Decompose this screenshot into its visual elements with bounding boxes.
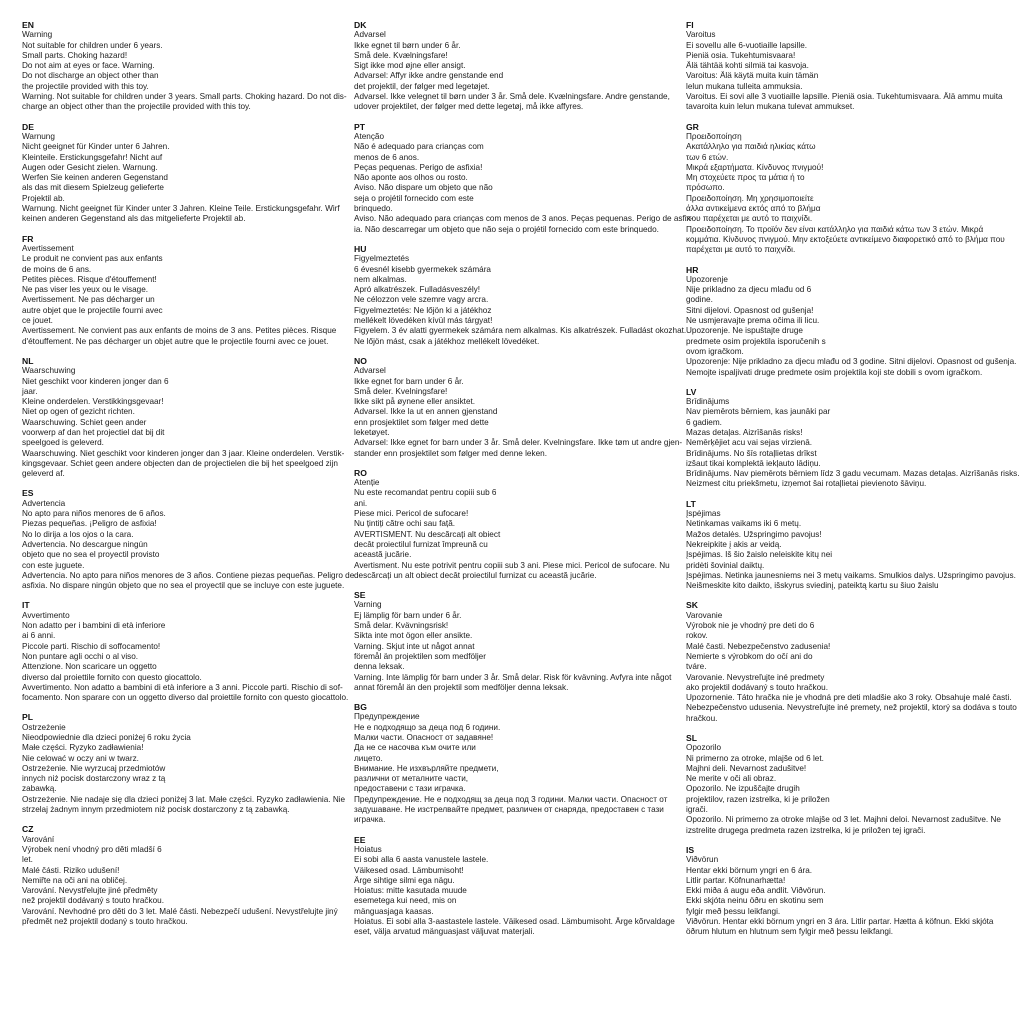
language-code: PT <box>354 121 365 132</box>
language-code: EN <box>22 20 34 30</box>
language-block-en <box>22 20 347 113</box>
warning-text-line: předmět než projektil dodaný s touto hračkou. <box>22 917 188 927</box>
language-code: SE <box>354 590 366 601</box>
language-code: ES <box>22 488 34 499</box>
warning-heading: Advertencia <box>22 498 66 508</box>
warning-heading: Προειδοποίηση <box>686 131 742 141</box>
warning-text-line: con este juguete. <box>22 560 85 570</box>
warning-text-line: Προειδοποίηση. Το προϊόν δεν είναι κατάλληλο για παιδιά κάτω των 3 ετών. Μικρά <box>686 224 984 234</box>
warning-heading: Varning <box>354 600 382 610</box>
warning-text-line: Upozorenje: Nije prikladno za djecu mlađu od 3 godine. Sitni dijelovi. Opasnost od gušenja. <box>686 357 1017 367</box>
warning-text-line: Sigt ikke mod øjne eller ansigt. <box>354 61 466 71</box>
warning-text-line: keinen anderen Gegenstand als das mitgelieferte Projektil ab. <box>22 214 246 224</box>
warning-text-line: Предупреждение. Не е подходящ за деца под 3 години. Малки части. Опасност от <box>354 794 668 804</box>
warning-text-line: Ej lämplig för barn under 6 år. <box>354 610 462 620</box>
warning-text-line: Projektil ab. <box>22 193 65 203</box>
warning-text-line: Avertissement. Ne convient pas aux enfants de moins de 3 ans. Petites pièces. Risque <box>22 326 337 336</box>
warning-text-line: mänguasjaga kaasas. <box>354 906 434 916</box>
language-code: FI <box>686 20 694 30</box>
language-code: EE <box>354 834 366 845</box>
warning-text-line: Hoiatus. Ei sobi alla 3-aastastele lastele. Väikesed osad. Lämbumisoht. Ärge kõrvaldage <box>354 917 675 927</box>
warning-text-line: Do not discharge an object other than <box>22 71 159 81</box>
language-block-it <box>22 600 349 703</box>
language-block-pl <box>22 712 346 815</box>
warning-text-line: Nemierte s výrobkom do očí ani do <box>686 651 813 661</box>
warning-text-line: Nekreipkite į akis ar veidą. <box>686 539 782 549</box>
warning-text-line: kingsgevaar. Schiet geen andere objecten dan de projectielen die bij het speelgoed zijn <box>22 458 338 468</box>
warning-text-line: această jucărie. <box>354 550 412 560</box>
warning-text-line: Opozorilo. Ne izpuščajte drugih <box>686 784 800 794</box>
language-block-bg <box>354 702 672 826</box>
warning-text-line: leketøyet. <box>354 427 390 437</box>
warning-text-line: Não aponte aos olhos ou rosto. <box>354 173 468 183</box>
warning-text-line: άλλα αντικείμενα εκτός από το βλήμα <box>686 204 821 214</box>
language-code: GR <box>686 121 699 132</box>
warning-text-line: brinquedo. <box>354 204 393 214</box>
warning-text-line: fylgir með þessu leikfangi. <box>686 906 781 916</box>
warning-heading: Предупреждение <box>354 712 420 722</box>
language-code: DK <box>354 20 367 30</box>
warning-text-line: Varning. Skjut inte ut något annat <box>354 641 475 651</box>
warning-text-line: лицето. <box>354 753 383 763</box>
warning-text-line: Do not aim at eyes or face. Warning. <box>22 61 155 71</box>
warning-text-line: izstrelite drugega predmeta razen izstrelka, ki je priložen tej igrači. <box>686 825 926 835</box>
language-block-hr <box>686 264 1017 378</box>
warning-text-line: Werfen Sie keinen anderen Gegenstand <box>22 173 168 183</box>
warning-heading: Ostrzeżenie <box>22 722 66 732</box>
warning-text-line: mellékelt lövedéken kívül más tárgyat! <box>354 316 493 326</box>
warning-text-line: projektilov, razen izstrelka, ki je priložen <box>686 794 830 804</box>
warning-text-line: задушаване. Не изстрелвайте предмет, различен от снаряда, предоставен с тази <box>354 805 664 815</box>
warning-heading: Avertissement <box>22 243 74 253</box>
warning-text-line: denna leksak. <box>354 662 405 672</box>
warning-text-line: Μικρά εξαρτήματα. Κίνδυνος πνιγμού! <box>686 162 824 172</box>
warning-text-line: ani. <box>354 498 368 508</box>
warning-text-line: Įspėjimas. Iš šio žaislo neleiskite kitų nei <box>686 550 833 560</box>
language-code: HR <box>686 264 699 275</box>
language-block-lv <box>686 386 1020 490</box>
warning-text-line: Ostrzeżenie. Nie wyrzucaj przedmiotów <box>22 763 166 773</box>
warning-text-line: Warning. Not suitable for children under 3 years. Small parts. Choking hazard. Do not dis- <box>22 92 347 102</box>
warning-text-line: hračkou. <box>686 713 718 723</box>
warning-text-line: Não é adequado para crianças com <box>354 142 484 152</box>
language-code: IT <box>22 600 30 611</box>
warning-text-line: Advarsel: Ikke egnet for barn under 3 år. Små deler. Kvelningsfare. Ikke tøm ut andre gjen- <box>354 438 683 448</box>
warning-text-line: πρόσωπο. <box>686 183 725 193</box>
warning-text-line: Sitni dijelovi. Opasnost od gušenja! <box>686 305 814 315</box>
warning-text-line: AVERTISMENT. Nu descărcați alt obiect <box>354 529 501 539</box>
warning-text-line: κομμάτια. Κίνδυνος πνιγμού. Μην εκτοξεύετε αντικείμενο διαφορετικό από το βλήμα που <box>686 234 1005 244</box>
warning-text-line: det projektil, der følger med legetøjet. <box>354 81 490 91</box>
warning-text-line: d'étouffement. Ne pas décharger un objet autre que le projectile fourni avec ce jouet. <box>22 336 329 346</box>
warning-text-line: Не е подходящо за деца под 6 години. <box>354 722 501 732</box>
language-block-ro <box>354 468 672 581</box>
warning-text-line: Varoitus: Älä käytä muita kuin tämän <box>686 71 819 81</box>
warning-text-line: Внимание. Не изхвърляйте предмети, <box>354 763 499 773</box>
warning-text-line: izšaut tikai komplektā iekļauto lādiņu. <box>686 458 821 468</box>
language-block-hu <box>354 243 687 347</box>
warning-text-line: Hentar ekki börnum yngri en 6 ára. <box>686 865 813 875</box>
warning-heading: Atenție <box>354 478 380 488</box>
language-code: SK <box>686 600 698 611</box>
warning-text-line: Pieniä osia. Tukehtumisvaara! <box>686 50 796 60</box>
warning-text-line: Figyelmeztetés: Ne lőjön ki a játékhoz <box>354 305 492 315</box>
warning-text-line: Små deler. Kvelningsfare! <box>354 386 448 396</box>
warning-text-line: Neizmest citu priekšmetu, izņemot šai rotaļlietai pievienoto šāviņu. <box>686 479 927 489</box>
warning-text-line: objeto que no sea el proyectil provisto <box>22 550 160 560</box>
warning-text-line: Le produit ne convient pas aux enfants <box>22 254 163 264</box>
warning-text-line: Ikke sikt på øynene eller ansiktet. <box>354 397 476 407</box>
warning-text-line: Piese mici. Pericol de sufocare! <box>354 509 469 519</box>
warning-text-line: Varování. Nevystřelujte jiné předměty <box>22 886 158 896</box>
warning-text-line: Ostrzeżenie. Nie nadaje się dla dzieci poniżej 3 lat. Małe części. Ryzyko zadławienia. Nie <box>22 794 346 804</box>
language-code: HU <box>354 243 367 254</box>
language-code: PL <box>22 712 33 723</box>
warning-text-line: Varovanie. Nevystreľujte iné predmety <box>686 672 825 682</box>
warning-heading: Varování <box>22 834 55 844</box>
warning-text-line: Upozornenie. Táto hračka nie je vhodná pre deti mladšie ako 3 roky. Obsahuje malé časti. <box>686 693 1012 703</box>
language-code: LT <box>686 498 696 509</box>
language-code: FR <box>22 233 34 244</box>
warning-text-line: Niet geschikt voor kinderen jonger dan 6 <box>22 376 169 386</box>
warning-text-line: Nicht geeignet für Kinder unter 6 Jahren. <box>22 142 170 152</box>
warning-text-line: descărcați un alt obiect decât proiectilul furnizat cu această jucărie. <box>354 570 597 580</box>
warning-text-line: Non adatto per i bambini di età inferiore <box>22 621 166 631</box>
warning-text-line: Upozorenje. Ne ispuštajte druge <box>686 326 803 336</box>
warning-text-line: ai 6 anni. <box>22 631 56 641</box>
warning-text-line: udover projektilet, der følger med dette legetøj, må ikke affyres. <box>354 102 584 112</box>
warning-text-line: Piezas pequeñas. ¡Peligro de asfixia! <box>22 519 157 529</box>
warning-text-line: godine. <box>686 295 713 305</box>
warning-text-line: diverso dal proiettile fornito con questo giocattolo. <box>22 672 202 682</box>
warning-text-line: Advarsel: Affyr ikke andre genstande end <box>354 71 504 81</box>
warning-text-line: pridėti šovinial daiktų. <box>686 560 765 570</box>
language-block-nl <box>22 355 345 480</box>
warning-text-line: предоставени с тази играчка. <box>354 784 466 794</box>
warning-text-line: Nu este recomandat pentru copiii sub 6 <box>354 488 497 498</box>
warning-text-line: Viðvörun. Hentar ekki börnum yngri en 3 ára. Litlir partar. Hætta á köfnun. Ekki skjóta <box>686 917 994 927</box>
warning-text-line: Výrobek není vhodný pro děti mladší 6 <box>22 844 162 854</box>
warning-text-line: Små dele. Kvælningsfare! <box>354 50 448 60</box>
warning-text-line: Aviso. Não adequado para crianças com menos de 3 anos. Peças pequenas. Perigo de asfix- <box>354 214 694 224</box>
warning-text-line: Προειδοποίηση. Μη χρησιμοποιείτε <box>686 193 814 203</box>
warning-text-line: Petites pièces. Risque d'étouffement! <box>22 274 157 284</box>
language-code: LV <box>686 386 697 397</box>
warning-text-line: Neišmeskite kito daikto, išskyrus sviedinį, pateiktą kartu su šiuo žaislu <box>686 581 939 591</box>
warning-text-line: παρέχεται με αυτό το παιχνίδι. <box>686 245 796 255</box>
warning-text-line: 6 évesnél kisebb gyermekek számára <box>354 264 491 274</box>
warning-text-line: Litlir partar. Köfnunarhætta! <box>686 875 786 885</box>
warning-heading: Advarsel <box>354 366 386 376</box>
warning-heading: Figyelmeztetés <box>354 254 410 264</box>
warning-text-line: zabawką. <box>22 784 57 794</box>
warning-text-line: jaar. <box>22 386 38 396</box>
warning-text-line: των 6 ετών. <box>686 152 729 162</box>
warning-text-line: Ikke egnet for barn under 6 år. <box>354 376 464 386</box>
language-code: CZ <box>22 824 34 835</box>
warning-text-line: Brīdinājums. Nav piemērots bērniem līdz 3 gadu vecumam. Mazas detaļas. Aizrīšanās risks. <box>686 469 1020 479</box>
warning-text-line: Piccole parti. Rischio di soffocamento! <box>22 641 161 651</box>
warning-heading: Waarschuwing <box>22 366 76 376</box>
warning-text-line: Ne pas viser les yeux ou le visage. <box>22 285 149 295</box>
warning-heading: Hoiatus <box>354 844 382 854</box>
language-block-es <box>22 488 355 591</box>
warning-text-line: focamento. Non sparare con un oggetto diverso dal proiettile fornito con questo giocattolo. <box>22 693 349 703</box>
warning-text-line: Advarsel. Ikke la ut en annen gjenstand <box>354 407 498 417</box>
warning-text-line: Ei sovellu alle 6-vuotiaille lapsille. <box>686 40 808 50</box>
warning-text-line: autre objet que le projectile fourni avec <box>22 305 163 315</box>
warning-text-line: Ärge sihtige silmi ega nägu. <box>354 875 455 885</box>
warning-text-line: ako projektil dodávaný s touto hračkou. <box>686 682 829 692</box>
language-block-gr <box>686 122 1004 256</box>
warning-text-line: Kleine onderdelen. Verstikkingsgevaar! <box>22 397 164 407</box>
warning-text-line: ce jouet. <box>22 316 53 326</box>
warning-text-line: Aviso. Não dispare um objeto que não <box>354 183 493 193</box>
warning-text-line: speelgoed is geleverd. <box>22 438 104 448</box>
warning-text-line: ia. Não descarregar um objeto que não seja o projétil fornecido com este brinquedo. <box>354 224 659 234</box>
warning-text-line: stander enn prosjektilet som følger med denne leken. <box>354 448 547 458</box>
warning-heading: Atenção <box>354 131 385 141</box>
warning-text-line: Majhni deli. Nevarnost zadušitve! <box>686 763 807 773</box>
warning-text-line: Advarsel. Ikke velegnet til børn under 3 år. Små dele. Kvælningsfare. Andre genstande, <box>354 92 670 102</box>
warning-text-line: Nemiřte na oči ani na obličej. <box>22 875 128 885</box>
warning-text-line: Attenzione. Non scaricare un oggetto <box>22 662 157 672</box>
warning-text-line: Ακατάλληλο για παιδιά ηλικίας κάτω <box>686 142 816 152</box>
language-block-cz <box>22 824 340 927</box>
warning-text-line: Nebezpečenstvo udusenia. Nevystreľujte iné premety, než projektil, ktorý sa dodáva s touto <box>686 703 1017 713</box>
warning-text-line: tváre. <box>686 662 707 672</box>
warning-text-line: Да не се насочва към очите или <box>354 743 476 753</box>
warning-text-line: Ni primerno za otroke, mlajše od 6 let. <box>686 753 824 763</box>
warning-text-line: Nije prikladno za djecu mlađu od 6 <box>686 285 812 295</box>
language-code: RO <box>354 467 367 478</box>
warning-text-line: Brīdinājums. No šīs rotaļlietas drīkst <box>686 448 817 458</box>
language-block-de <box>22 122 340 225</box>
language-block-dk <box>354 20 672 113</box>
warning-text-line: Peças pequenas. Perigo de asfixia! <box>354 162 483 172</box>
warning-text-line: geleverd af. <box>22 469 65 479</box>
warning-text-line: de moins de 6 ans. <box>22 264 92 274</box>
language-block-no <box>354 355 683 459</box>
language-block-fr <box>22 234 340 347</box>
warning-text-line: Advertencia. No descargue ningún <box>22 539 148 549</box>
warning-text-line: Nieodpowiednie dla dzieci poniżej 6 roku życia <box>22 733 191 742</box>
warning-text-line: Kleinteile. Erstickungsgefahr! Nicht auf <box>22 152 163 162</box>
warning-text-line: που παρέχεται με αυτό το παιχνίδι. <box>686 214 813 224</box>
language-block-sl <box>686 733 1004 836</box>
warning-text-line: Malé části. Riziko udušení! <box>22 865 120 875</box>
warning-text-line: eset, välja arvatud mänguasjast väljuvat materjali. <box>354 927 535 937</box>
warning-text-line: Waarschuwing. Schiet geen ander <box>22 417 147 427</box>
warning-text-line: Малки части. Опасност от задавяне! <box>354 733 494 742</box>
language-block-is <box>686 845 1004 938</box>
warning-text-line: Małe części. Ryzyko zadławienia! <box>22 743 144 753</box>
warning-text-line: rokov. <box>686 631 708 641</box>
warning-text-line: Advertencia. No apto para niños menores de 3 años. Contiene piezas pequeñas. Peligro de <box>22 570 355 580</box>
warning-heading: Warning <box>22 30 53 40</box>
warning-heading: Varovanie <box>686 610 723 620</box>
language-block-lt <box>686 498 1016 592</box>
warning-text-line: Nie celować w oczy ani w twarz. <box>22 753 139 763</box>
warning-text-line: Warnung. Nicht geeignet für Kinder unter 3 Jahren. Kleine Teile. Erstickungsgefahr. Wirf <box>22 204 340 214</box>
warning-text-line: než projektil dodávaný s touto hračkou. <box>22 896 165 906</box>
language-code: SL <box>686 733 697 743</box>
warning-text-line: Non puntare agli occhi o al viso. <box>22 651 139 661</box>
warning-text-line: Netinkamas vaikams iki 6 metų. <box>686 519 802 529</box>
warning-text-line: als das mit diesem Spielzeug gelieferte <box>22 183 164 193</box>
warning-text-line: Nu țintiți către ochi sau față. <box>354 519 456 529</box>
warning-heading: Upozorenje <box>686 274 728 284</box>
warning-text-line: asfixia. No dispare ningún objeto que no sea el proyectil que se incluye con este juguete. <box>22 581 345 591</box>
warning-text-line: innych niż pocisk dostarczony wraz z tą <box>22 774 166 784</box>
warning-text-line: öðrum hlutum en hlutnum sem fylgir með þessu leikfangi. <box>686 927 894 937</box>
warning-text-line: esemetega kui need, mis on <box>354 896 457 906</box>
warning-text-line: No apto para niños menores de 6 años. <box>22 509 166 519</box>
warning-text-line: Ikke egnet til børn under 6 år. <box>354 40 461 50</box>
warning-text-line: Opozorilo. Ni primerno za otroke mlajše od 3 let. Majhni deloi. Nevarnost zadušitve. Ne <box>686 815 1001 825</box>
warning-heading: Įspėjimas <box>686 509 721 519</box>
warning-heading: Avvertimento <box>22 610 70 620</box>
warning-text-line: Waarschuwing. Niet geschikt voor kinderen jonger dan 3 jaar. Kleine onderdelen. Verstik- <box>22 448 345 458</box>
warning-text-line: Nemērķējiet acu vai sejas virzienā. <box>686 438 813 448</box>
warning-heading: Warnung <box>22 131 55 141</box>
warning-heading: Advarsel <box>354 30 386 40</box>
warning-text-line: Figyelem. 3 év alatti gyermekek számára nem alkalmas. Kis alkatrészek. Fulladást okozhat. <box>354 326 687 336</box>
warning-heading: Brīdinājums <box>686 397 730 407</box>
warning-text-line: Ne merite v oči ali obraz. <box>686 774 777 784</box>
warning-text-line: Not suitable for children under 6 years. <box>22 40 163 50</box>
warning-text-line: Malé časti. Nebezpečenstvo zadusenia! <box>686 641 831 651</box>
warning-text-line: Älä tähtää kohti silmiä tai kasvoja. <box>686 61 809 71</box>
warning-text-line: enn prosjektilet som følger med dette <box>354 417 489 427</box>
warning-text-line: Ne lőjön mást, csak a játékhoz mellékelt lövedéket. <box>354 336 540 346</box>
warning-text-line: voorwerp af dan het projectiel dat bij dit <box>22 427 165 437</box>
language-code: BG <box>354 702 367 713</box>
warning-text-line: lelun mukana tulleita ammuksia. <box>686 81 803 91</box>
warning-text-line: Nav piemērots bērniem, kas jaunāki par <box>686 407 831 417</box>
warning-text-line: 6 gadiem. <box>686 417 722 427</box>
warning-text-line: strzelaj żadnym innym przedmiotem niż pocisk dostarczony z tą zabawką. <box>22 805 290 815</box>
warning-text-line: igrači. <box>686 805 708 815</box>
language-code: DE <box>22 121 34 132</box>
language-block-se <box>354 590 672 693</box>
warning-text-line: Výrobok nie je vhodný pre deti do 6 <box>686 621 815 631</box>
warning-text-line: Avertissement. Ne pas décharger un <box>22 295 155 305</box>
warning-text-line: Små delar. Kvävningsrisk! <box>354 621 449 631</box>
language-block-ee <box>354 834 675 938</box>
warning-text-line: Varning. Inte lämplig för barn under 3 år. Små delar. Risk för kvävning. Avfyra inte något <box>354 672 672 682</box>
warning-heading: Varoitus <box>686 30 716 40</box>
language-code: IS <box>686 844 695 855</box>
warning-text-line: Ei sobi alla 6 aasta vanustele lastele. <box>354 855 489 865</box>
language-block-sk <box>686 600 1017 724</box>
warning-text-line: predmete osim projektila isporučenih s <box>686 336 826 346</box>
warning-text-line: Sikta inte mot ögon eller ansikte. <box>354 631 473 641</box>
warning-text-line: Ekki skjóta neinu öðru en skotinu sem <box>686 896 824 906</box>
warning-text-line: Avvertimento. Non adatto a bambini di età inferiore a 3 anni. Piccole parti. Rischio di sof- <box>22 682 343 692</box>
language-code: NL <box>22 355 34 366</box>
warning-heading: Opozorilo <box>686 743 722 753</box>
language-column <box>686 20 1020 1010</box>
warning-text-line: Mazas detaļas. Aizrīšanās risks! <box>686 427 803 437</box>
warning-text-line: the projectile provided with this toy. <box>22 81 149 91</box>
warning-text-line: annat föremål än den projektil som medföljer denna leksak. <box>354 682 569 692</box>
warning-text-line: Nemojte ispaljivati druge predmete osim projektila koji ste dobili s ovom igračkom. <box>686 367 983 377</box>
warning-text-line: decât proiectilul furnizat împreună cu <box>354 539 488 549</box>
warning-text-line: Niet op ogen of gezicht richten. <box>22 407 135 417</box>
warning-text-line: играчка. <box>354 815 386 825</box>
language-column <box>22 20 355 1010</box>
warning-text-line: No lo dirija a los ojos o la cara. <box>22 529 134 539</box>
language-block-fi <box>686 20 1004 113</box>
warning-sheet <box>22 20 1020 1010</box>
warning-text-line: Apró alkatrészek. Fulladásveszély! <box>354 285 481 295</box>
warning-text-line: Hoiatus: mitte kasutada muude <box>354 886 467 896</box>
warning-text-line: Väikesed osad. Lämbumisoht! <box>354 865 464 875</box>
warning-text-line: Μη στοχεύετε προς τα μάτια ή το <box>686 173 805 183</box>
warning-text-line: Augen oder Gesicht zielen. Warnung. <box>22 162 158 172</box>
warning-text-line: tavaroita kuin lelun mukana tulevat ammukset. <box>686 102 855 112</box>
warning-text-line: seja o projétil fornecido com este <box>354 193 474 203</box>
warning-text-line: Varoitus. Ei sovi alle 3 vuotiaille lapsille. Pieniä osia. Tukehtumisvaara. Älä ammu muita <box>686 92 1003 102</box>
warning-text-line: Avertisment. Nu este potrivit pentru copiii sub 3 ani. Piese mici. Pericol de sufocare. Nu <box>354 560 670 570</box>
warning-text-line: Ekki miða á augu eða andlit. Viðvörun. <box>686 886 826 896</box>
warning-text-line: различни от металните части, <box>354 774 469 784</box>
warning-text-line: ovom igračkom. <box>686 346 744 356</box>
warning-text-line: nem alkalmas. <box>354 274 407 284</box>
warning-text-line: charge an object other than the projectile provided with this toy. <box>22 102 251 112</box>
warning-text-line: Ne célozzon vele szemre vagy arcra. <box>354 295 489 305</box>
warning-heading: Viðvörun <box>686 855 719 865</box>
warning-text-line: menos de 6 anos. <box>354 152 420 162</box>
warning-text-line: Ne usmjeravajte prema očima ili licu. <box>686 316 820 326</box>
warning-text-line: Mažos detalės. Užspringimo pavojus! <box>686 529 822 539</box>
warning-text-line: Įspėjimas. Netinka jaunesniems nei 3 metų vaikams. Smulkios dalys. Užspringimo pavojus. <box>686 570 1016 580</box>
warning-text-line: Small parts. Choking hazard! <box>22 50 128 60</box>
warning-text-line: let. <box>22 855 33 865</box>
language-code: NO <box>354 355 367 366</box>
warning-text-line: Varování. Nevhodné pro děti do 3 let. Malé části. Nebezpečí udušení. Nevystřelujte jiný <box>22 906 338 916</box>
warning-text-line: föremål än projektilen som medföljer <box>354 651 486 661</box>
